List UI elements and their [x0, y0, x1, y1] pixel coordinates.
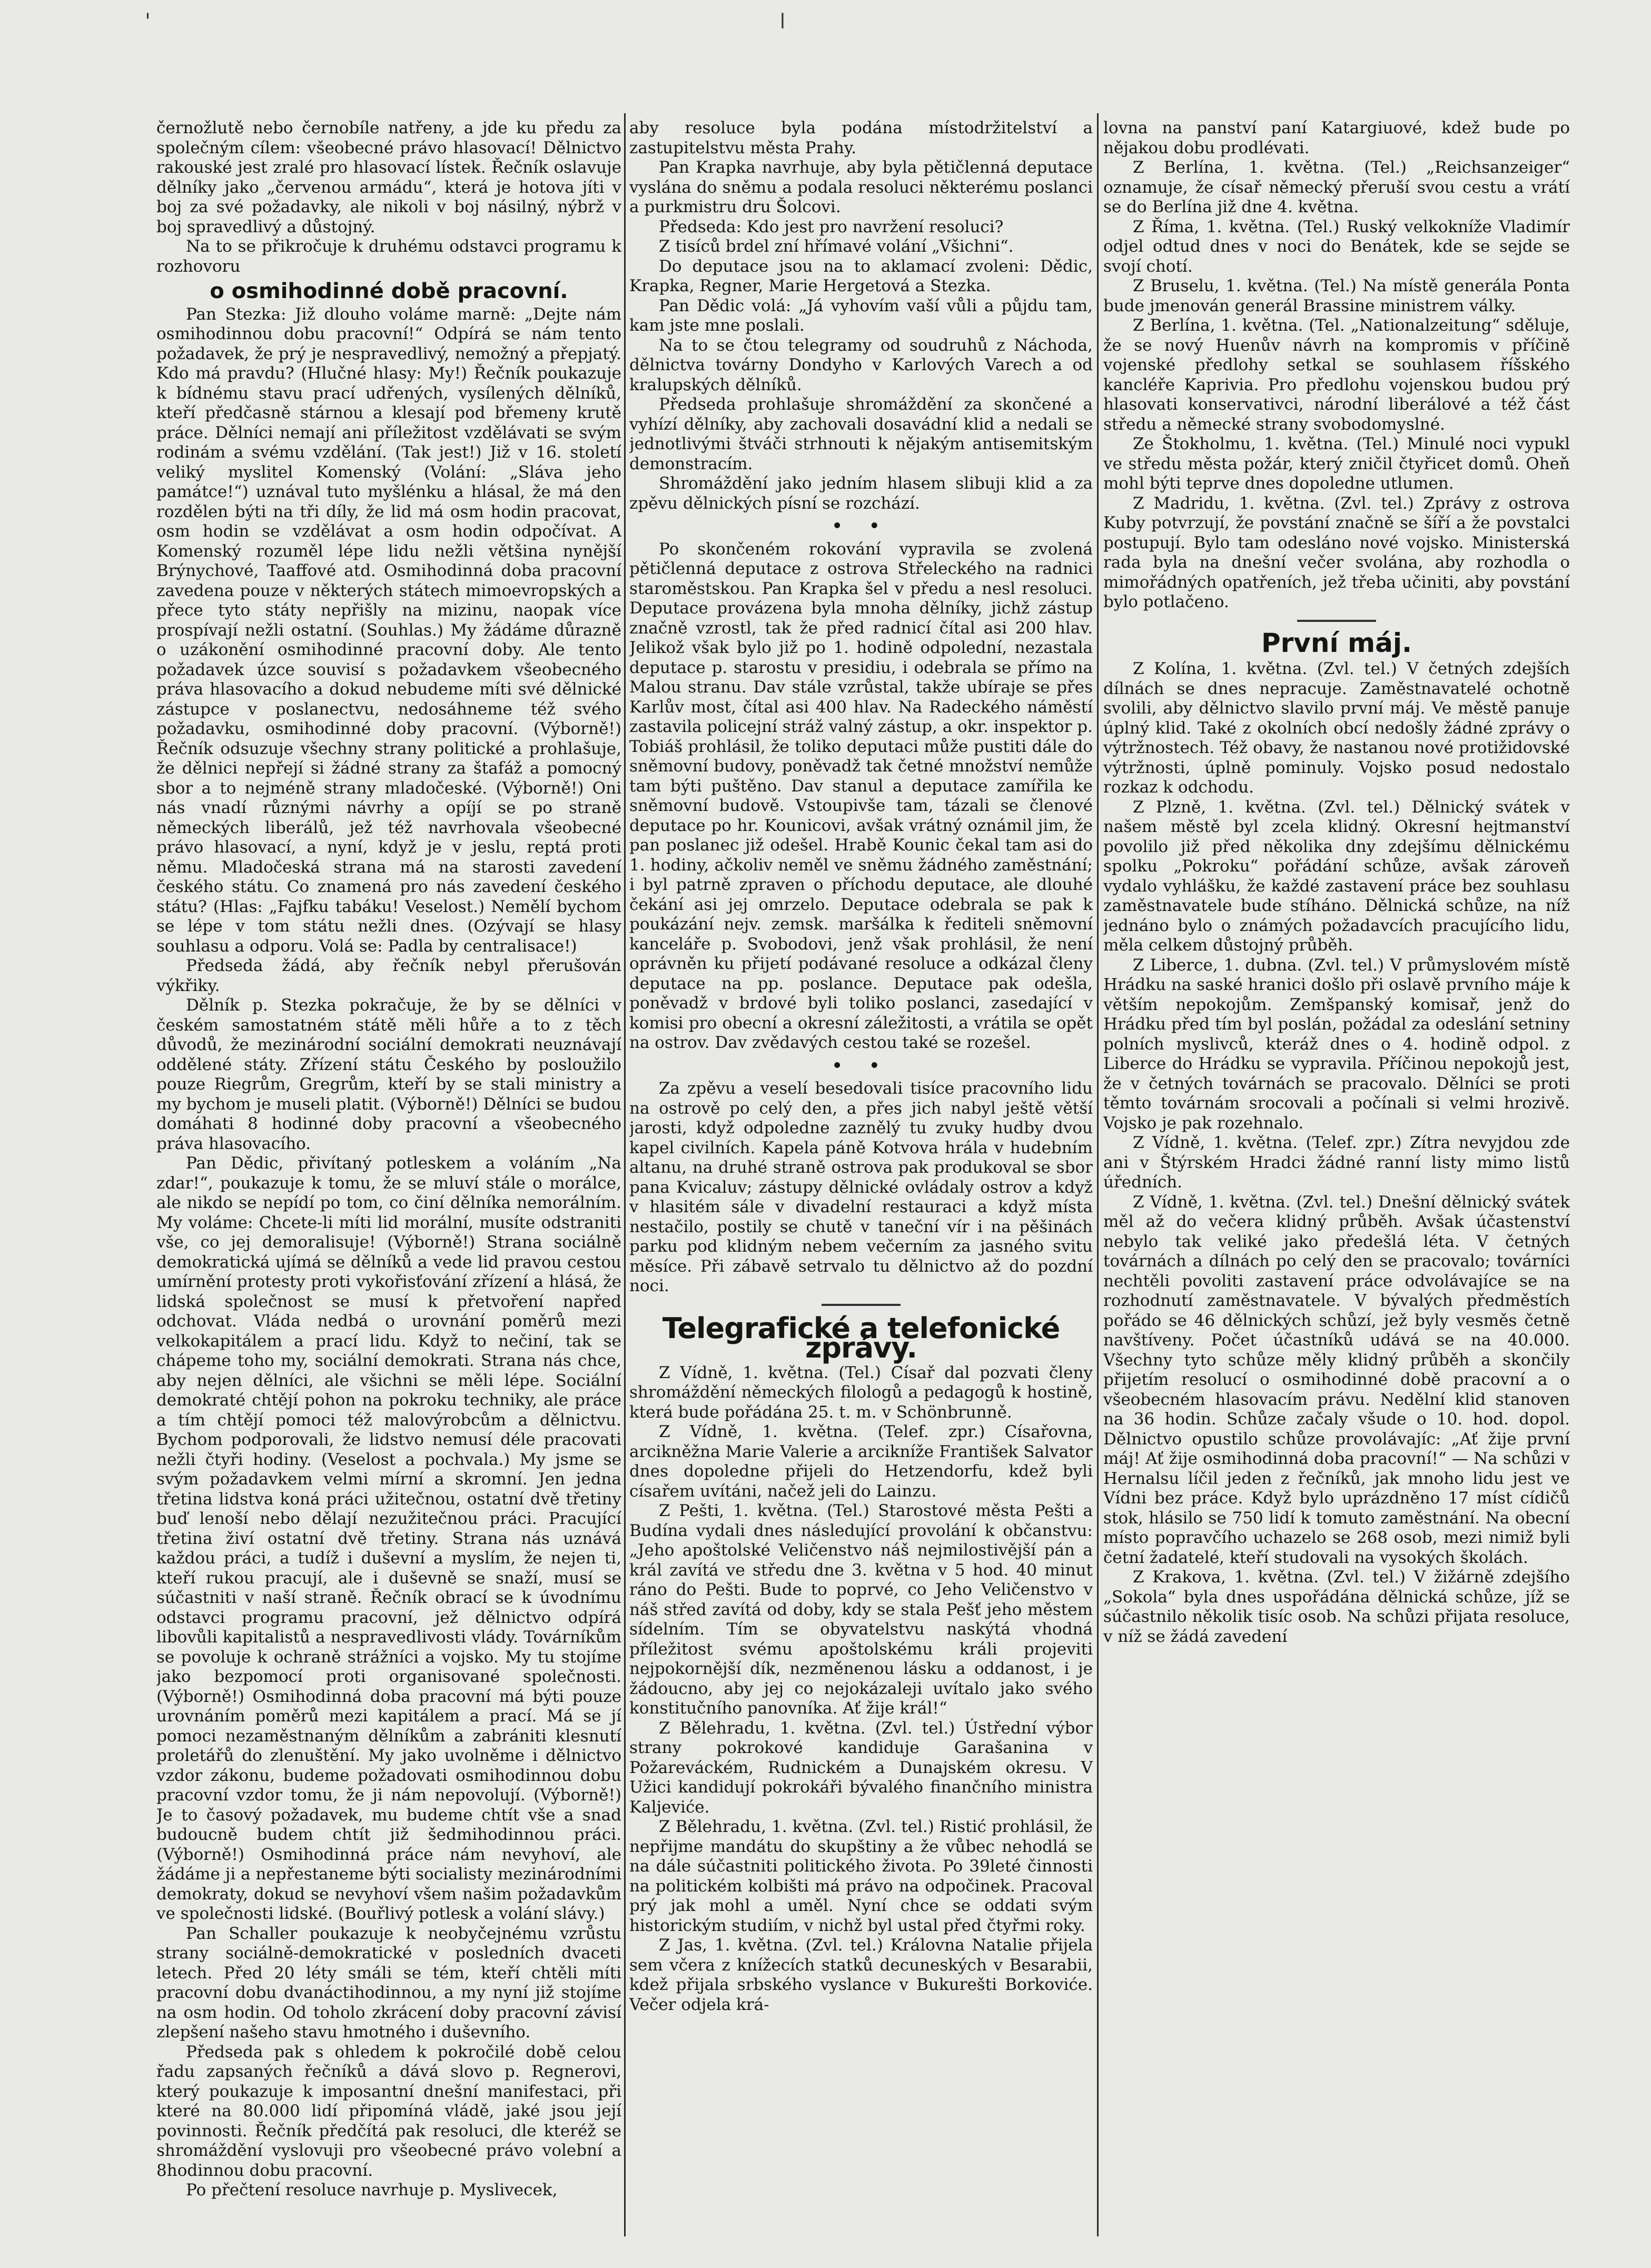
article-paragraph: Pan Dědic, přivítaný potleskem a voláním „Na zdar!“, poukazuje k tomu, že se mluví stále o morálce, ale nikdo se nepídí po tom, co činí dělníka nemorálním. My voláme: Chcete-li míti lid morální, musíte odstraniti vše, co jej demoralisuje! (Výborně!) Strana sociálně demokratická ujímá se dělníků a vede lid pravou cestou umírnění protesty proti vykořisťování zřízení a hlásá, že lidská společnost se musí k přetvoření napřed odchovat. Vláda nedbá o urovnání poměrů mezi velkokapitálem a prací lidu. Když to nečiní, tak se chápeme toho my, sociální demokrati. Strana nás chce, aby nejen dělníci, ale všichni se měli lépe. Sociální demokraté chtějí pohon na pokroku techniky, ale práce a tím chtějí pomoci též malovýrobcům a dělnictvu. Bychom podporovali, že lidstvo nemusí déle pracovati nežli čtyři hodiny. (Veselost a pochvala.) My jsme se svým požadavkem velmi mírní a skromní. Jen jedna třetina lidstva koná práci užitečnou, ostatní dvě třetiny buď lenoší nebo dělají nezužitečnou práci. Pracující třetina živí ostatní dvě třetiny. Strana nás uznává každou práci, a tudíž i duševní a myslím, že nejen ti, kteří rukou pracují, ale i duševně se snaží, musí se súčastniti v naší straně. Řečník obrací se k úvodnímu odstavci programu pracovní, jež dělnictvo odpírá libovůli kapitalistů a nespravedlivosti vlády. Továrníkům se povoluje k ochraně strážníci a vojsko. My tu stojíme jako bezpomocí proti organisované společnosti. (Výborně!) Osmihodinná doba pracovní má býti pouze urovnáním poměrů mezi kapitálem a prací. Má se jí pomoci nezaměstnaným dělníkům a zabrániti klesnutí proletářů do zlenuštění. My jako uvolněme i dělnictvo vzdor zákonu, budeme požadovati osmihodinnou dobu pracovní vzdor tomu, že ji nám nepovolují. (Výborně!) Je to časový požadavek, mu budeme chtít vše a snad budoucně budem chtít již šedmihodinnou práci. (Výborně!) Osmihodinná práce nám nevyhoví, ale žádáme ji a nepřestaneme býti socialisty mezinárodními demokraty, dokud se nevyhoví všem našim požadavkům ve společnosti lidské. (Bouřlivý potlesk a volání slávy.) [156, 1154, 621, 1923]
divider [822, 1304, 901, 1306]
column-middle [629, 118, 1093, 2231]
news-item: Z Bruselu, 1. května. (Tel.) Na místě generála Ponta bude jmenován generál Brassine ministrem války. [1103, 276, 1570, 315]
news-item: Z Bělehradu, 1. května. (Zvl. tel.) Ústřední výbor strany pokrokové kandiduje Garašanina v Požareváckém, Rudnickém a Dunajském okresu. V Užici kandidují pokrokáři bývalého finančního ministra Kaljeviće. [629, 1718, 1093, 1817]
news-item: Z Berlína, 1. května. (Tel. „Nationalzeitung“ sděluje, že se nový Huenův návrh na kompromis v příčině vojenské předlohy setkal se souhlasem říšského kancléře Kaprivia. Pro předlohu vojenskou budou prý hlasovati konservativci, národní liberálové a též část středu a německé strany svobodomyslné. [1103, 316, 1570, 434]
article-paragraph: Do deputace jsou na to aklamací zvoleni: Dědic, Krapka, Regner, Marie Hergetová a Stezka. [629, 256, 1093, 295]
article-paragraph: Shromáždění jako jedním hlasem slibuji klid a za zpěvu dělnických písní se rozchází. [629, 474, 1093, 513]
column-rule-right [1097, 113, 1099, 2236]
column-right [1103, 118, 1570, 2231]
article-paragraph: Pan Schaller poukazuje k neobyčejnému vzrůstu strany sociálně-demokratické v posledních dvaceti letech. Před 20 léty smáli se tém, kteří chtěli míti pracovní dobu dvanáctihodinnou, a my nyní již stojíme na osm hodin. Od toholo zkrácení doby pracovní závisí zlepšení našeho stavu hmotného i duševního. [156, 1924, 621, 2042]
news-item: Z Jas, 1. května. (Zvl. tel.) Královna Natalie přijela sem včera z knížecích statků decuneských v Besarabii, kdež přijala srbského vyslance v Bukurešti Borkoviće. Večer odjela krá- [629, 1936, 1093, 2014]
article-paragraph: Po přečtení resoluce navrhuje p. Myslivecek, [186, 2181, 558, 2200]
news-item: Z Kolína, 1. května. (Zvl. tel.) V četných zdejších dílnách se dnes nepracuje. Zaměstnavatelé ochotně svolili, aby dělnictvo slavilo první máj. Ve městě panuje úplný klid. Také z okolních obcí nedošly žádné zprávy o výtržnostech. Též obavy, že nastanou nové protižidovské výtržnosti, úplně pominuly. Vojsko posud nedostalo rozkaz k odchodu. [1103, 659, 1570, 797]
article-paragraph: Za zpěvu a veselí besedovali tisíce pracovního lidu na ostrově po celý den, a přes jich nabyl ještě větší jarosti, když odpoledne zaznělý tu zvuky hudby dvou kapel civilních. Kapela páně Kotvova hrála v hudebním altanu, na druhé straně ostrova pak produkoval se sbor pana Kvicaluv; zástupy dělnické ovládaly ostrov a když v hlasitém sále v divadelní restauraci a když místa nestačilo, postily se chutě v taneční vír i na pěšinách parku pod klidným nebem večerním za jasného svitu měsíce. Při zábavě setrvalo tu dělnictvo až do pozdní noci. [629, 1079, 1093, 1295]
column-left [156, 118, 621, 2231]
news-item: Z Vídně, 1. května. (Tel.) Císař dal pozvati členy shromáždění německých filologů a pedagogů k hostině, která bude pořádána 25. t. m. v Schönbrunně. [629, 1363, 1093, 1422]
news-item: lovna na panství paní Katargiuové, kdež bude po nějakou dobu prodlévati. [1103, 118, 1570, 157]
divider [1297, 620, 1376, 622]
news-item: Z Vídně, 1. května. (Telef. zpr.) Zítra nevyjdou zde ani v Štýrském Hradci žádné ranní listy mimo listů úředních. [1103, 1133, 1570, 1192]
article-paragraph: Na to se čtou telegramy od soudruhů z Náchoda, dělnictva továrny Dondyho v Karlových Varech a od kralupských dělníků. [629, 335, 1093, 394]
article-paragraph: Po skončeném rokování vypravila se zvolená pětičlenná deputace z ostrova Střeleckého na radnici staroměstskou. Pan Krapka šel v předu a nesl resoluci. Deputace provázena byla mnoha dělníky, jichž zástup značně vzrostl, tak že před radnicí čítal asi 200 hlav. Jelikož však bylo již po 1. hodině odpolední, nezastala deputace p. starostu v presidiu, i odebrala se přímo na Malou stranu. Dav stále vzrůstal, takže ubíraje se přes Karlův most, čítal asi 400 hlav. Na Radeckého náměstí zastavila policejní stráž valný zástup, a okr. inspektor p. Tobiáš prohlásil, že toliko deputaci může pustiti dále do sněmovní budovy, poněvadž tak četné množství nemůže tam býti puštěno. Dav stanul a deputace zamířila ke sněmovní budově. Vstoupivše tam, tázali se členové deputace po hr. Kounicovi, avšak vrátný oznámil jim, že pan poslanec již odešel. Hrabě Kounic čekal tam asi do 1. hodiny, ačkoliv neměl ve sněmu žádného zaměstnání; i byl patrně zpraven o příchodu deputace, ale dlouhé čekání asi jej omrzelo. Deputace odebrala se pak k poukázání nejv. zemsk. maršálka k řediteli sněmovní kanceláře p. Svobodovi, jenž však prohlásil, že není oprávněn ku přijetí podávané resoluce a odkázal členy deputace na pp. poslance. Deputace pak odešla, poněvadž v brdové byli toliko poslanci, zasedající v komisi pro obecní a okresní záležitosti, a vrátila se opět na ostrov. Dav zvědavých cestou také se rozešel. [629, 539, 1093, 1052]
section-separator: • • [832, 1056, 891, 1075]
news-item: Z Vídně, 1. května. (Telef. zpr.) Císařovna, arcikněžna Marie Valerie a arcikníže František Salvator dnes dopoledne přijeli do Hetzendorfu, kdež byli císařem uvítáni, načež jeli do Lainzu. [629, 1422, 1093, 1501]
article-paragraph: Dělník p. Stezka pokračuje, že by se dělníci v českém samostatném státě měli hůře a to z těch důvodů, že mezinárodní sociální demokrati neuznávají oddělené státy. Zřízení státu Českého by posloužilo pouze Riegrům, Gregrům, kteří by se stali ministry a my bychom je museli platit. (Výborně!) Dělníci se budou domáhati 8 hodinné doby pracovní a všeobecného práva hlasovacího. [156, 996, 621, 1153]
article-paragraph: Na to se přikročuje k druhému odstavci programu k rozhovoru [156, 237, 621, 276]
article-paragraph: Pan Dědic volá: „Já vyhovím vaší vůli a půjdu tam, kam jste mne poslali. [629, 296, 1093, 335]
article-paragraph: černožlutě nebo černobíle natřeny, a jde ku předu za společným cílem: všeobecné právo hlasovací! Dělnictvo rakouské jest zralé pro hlasovací lístek. Řečník oslavuje dělníky jako „červenou armádu“, která je hotova jíti v boj za své požadavky, ale nikoli v boj násilný, nýbrž v boj spravedlivý a důstojný. [156, 118, 621, 236]
article-paragraph: Předseda: Kdo jest pro navržení resoluci? [659, 217, 1004, 236]
article-paragraph: Předseda žádá, aby řečník nebyl přerušován výkřiky. [156, 956, 621, 995]
news-item: Z Madridu, 1. května. (Zvl. tel.) Zprávy z ostrova Kuby potvrzují, že povstání značně se šíří a že povstalci postupují. Bylo tam odesláno nové vojsko. Ministerská rada byla na dnešní večer svolána, aby rozhodla o mimořádných opatřeních, jež třeba učiniti, aby povstání bylo potlačeno. [1103, 493, 1570, 611]
article-paragraph: Předseda pak s ohledem k pokročilé době celou řadu zapsaných řečníků a dává slovo p. Regnerovi, který poukazuje k imposantní dnešní manifestaci, při které na 80.000 lidí připomíná vládě, jaké jsou její povinnosti. Řečník předčítá pak resoluci, dle kteréž se shromáždění vyslovuji pro všeobecné právo volební a 8hodinnou dobu pracovní. [156, 2042, 621, 2180]
folio-mark-left: ' [145, 9, 151, 34]
section-heading-may-day: První máj. [1261, 627, 1412, 658]
news-item: Z Říma, 1. května. (Tel.) Ruský velkokníže Vladimír odjel odtud dnes v noci do Benátek, kde se sejde se svojí chotí. [1103, 217, 1570, 276]
column-rule-left [624, 113, 626, 2236]
section-heading-eight-hours: o osmihodinné době pracovní. [210, 279, 568, 303]
article-paragraph: Pan Stezka: Již dlouho voláme marně: „Dejte nám osmihodinnou dobu pracovní!“ Odpírá se nám tento požadavek, že prý je nespravedlivý, nemožný a přepjatý. Kdo má pravdu? (Hlučné hlasy: My!) Řečník poukazuje k bídnému stavu prací udřených, vysílených dělníků, kteří předčasně stárnou a klesají pod břemeny krutě práce. Dělníci nemají ani příležitost vzdělávati se svým rodinám a svému vzdělání. (Tak jest!) Již v 16. století veliký myslitel Komenský (Volání: „Sláva jeho památce!“) uznával tuto myšlénku a hlásal, že má den rozdělen býti na tři díly, že lid má osm hodin pracovat, osm hodin se vzdělávat a osm hodin odpočívat. A Komenský rozuměl lépe lidu nežli většina nynější Brýnychové, Taaffové atd. Osmihodinná doba pracovní zavedena pouze v některých státech mimoevropských a přece tyto státy nepřišly na mizinu, naopak více prospívají nežli ostatní. (Souhlas.) My žádáme důrazně o uzákonění osmihodinné pracovní doby. Ale tento požadavek úzce souvisí s požadavkem všeobecného práva hlasovacího a dokud nebudeme míti své dělnické zástupce v poslanectvu, nedosáhneme též svého požadavku, osmihodinné doby pracovní. (Výborně!) Řečník odsuzuje všechny strany politické a prohlašuje, že dělnici nepřejí si žádné strany za štafáž a pomocný sbor a to nejméně strany mladočeské. (Výborně!) Oni nás vnadí různými návrhy a opíjí se po straně německých liberálů, jež též navrhovala všeobecné právo hlasovací, a nyní, když je v jeslu, reptá proti němu. Mladočeská strana má na starosti zavedení českého státu. Co znamená pro nás zavedení českého státu? (Hlas: „Fajfku tabáku! Veselost.) Nemělí bychom se lépe v tom státu nežli dnes. (Ozývají se hlasy souhlasu a odporu. Volá se: Padla by centralisace!) [156, 304, 621, 956]
section-separator: • • [832, 517, 891, 536]
section-heading-telegraphs: Telegrafické a telefonické zprávy. [662, 1311, 1060, 1364]
news-item: Z Berlína, 1. května. (Tel.) „Reichsanzeiger“ oznamuje, že císař německý přeruší svou cestu a vrátí se do Berlína již dne 4. května. [1103, 158, 1570, 216]
article-paragraph: aby resoluce byla podána místodržitelství a zastupitelstvu města Prahy. [629, 118, 1093, 157]
news-item: Z Vídně, 1. května. (Zvl. tel.) Dnešní dělnický svátek měl až do večera klidný průběh. Avšak účastenství nebylo tak veliké jako předešlá léta. V četných továrnách a dílnách po celý den se pracovalo; továrníci nechtěli povoliti zastavení práce odvolávajíce se na rozhodnutí zaměstnavatele. V bývalých předměstích pořádo se 46 dělnických schůzí, jež byly vesměs četně navštíveny. Počet účastníků udává se na 40.000. Všechny tyto schůze měly klidný průběh a skončily přijetím resolucí o osmihodinné době pracovní a o všeobecném hlasovacím právu. Nedělní klid stanoven na 36 hodin. Schůze začaly všude o 10. hod. dopol. Dělnictvo opustilo schůze provolávajíc: „Ať žije první máj! Ať žije osmihodinná doba pracovní!“ — Na schůzi v Hernalsu líčil jeden z řečníků, jak mnoho lidu jest ve Vídni bez práce. Když bylo uprázdněno 17 míst cídičů stok, hlásilo se 750 lidí k tomuto zaměstnání. Na obecní místo popravčího uchazelo se 268 osob, mezi nimiž byli četní žadatelé, kteří studovali na vysokých školách. [1103, 1192, 1570, 1567]
article-paragraph: Pan Krapka navrhuje, aby byla pětičlenná deputace vyslána do sněmu a podala resoluci některému poslanci a purkmistru dru Šolcovi. [629, 158, 1093, 216]
news-item: Z Krakova, 1. května. (Zvl. tel.) V žižárně zdejšího „Sokola“ byla dnes uspořádána dělnická schůze, jíž se súčastnilo několik tisíc osob. Na schůzi přijata resoluce, v níž se žádá zavedení [1103, 1568, 1570, 1646]
news-item: Z Plzně, 1. května. (Zvl. tel.) Dělnický svátek v našem městě byl zcela klidný. Okresní hejtmanství povolilo již před několika dny zdejšímu dělnickému spolku „Pokroku“ pořádání schůze, avšak zároveň vydalo vyhlášku, že každé zastavení práce bez souhlasu zaměstnavatele bude stíháno. Dělnická schůze, na níž jednáno bylo o známých požadavcích pracujícího lidu, měla celkem důstojný průběh. [1103, 797, 1570, 955]
article-paragraph: Předseda prohlašuje shromáždění za skončené a vyhízí dělníky, aby zachovali dosavádní klid a nedali se jednotlivými štváči strhnouti k nějakým antisemitským demonstracím. [629, 395, 1093, 473]
news-item: Z Pešti, 1. května. (Tel.) Starostové města Pešti a Budína vydali dnes následující provolání k občanstvu: „Jeho apoštolské Veličenstvo náš nejmilostivější pán a král zavítá ve středu dne 3. května v 5 hod. 40 minut ráno do Pešti. Bude to poprvé, co Jeho Veličenstvo v náš střed zavítá od doby, kdy se stala Pešť jeho městem sídelním. Tím se obyvatelstvu naskýtá vhodná příležitost svému apoštolskému králi projeviti nejpokornější dík, nezměnenou lásku a oddanost, i je žádoucno, aby jej co nejokázaleji uvítalo jako svého konstitučního panovníka. Ať žije král!“ [629, 1501, 1093, 1718]
news-item: Z Liberce, 1. dubna. (Zvl. tel.) V průmyslovém místě Hrádku na saské hranici došlo při oslavě prvního máje k větším nepokojům. Zemšpanský komisař, jenž do Hrádku před tím byl poslán, požádal za odeslání setniny polních myslivců, kteráž dnes o 4. hodině odpol. z Liberce do Hrádku se vypravila. Příčinou nepokojů jest, že v četných továrnách se pracovalo. Dělníci se proti těmto továrnám srocovali a počínali si velmi hrozivě. Vojsko je pak rozehnalo. [1103, 955, 1570, 1133]
folio-mark-center: ǀ [779, 9, 786, 34]
article-paragraph: Z tisíců brdel zní hřímavé volání „Všichni“. [659, 237, 1014, 256]
news-item: Ze Štokholmu, 1. května. (Tel.) Minulé noci vypukl ve středu města požár, který zničil čtyřicet domů. Oheň mohl býti teprve dnes dopoledne utlumen. [1103, 434, 1570, 493]
news-item: Z Bělehradu, 1. května. (Zvl. tel.) Ristić prohlásil, že nepřijme mandátu do skupštiny a že vůbec nehodlá se na dále súčastniti politického života. Po 39leté činnosti na politickém kolbišti má právo na odpočinek. Pracoval prý jak mohl a uměl. Nyní chce se oddati svým historickým studiím, v nichž byl ustal před čtyřmi roky. [629, 1817, 1093, 1935]
